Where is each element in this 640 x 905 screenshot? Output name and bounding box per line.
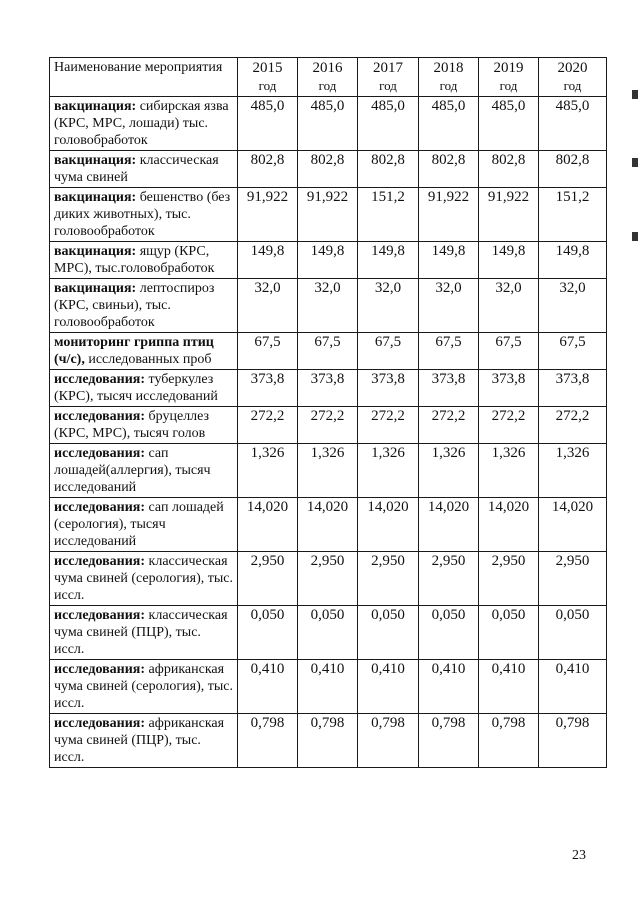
measures-table	[49, 57, 607, 768]
value-cell: 14,020	[238, 498, 298, 552]
measure-description: бешенство (без диких животных), тыс. головообработок	[54, 190, 231, 239]
measure-description: исследованных проб	[84, 352, 212, 367]
measure-description: сап лошадей(аллергия), тысяч исследований	[54, 446, 211, 495]
value-cell: 151,2	[358, 188, 419, 242]
measure-description: сибирская язва (КРС, МРС, лошади) тыс. головобработок	[54, 99, 229, 148]
value-cell: 0,050	[419, 606, 479, 660]
value-cell: 1,326	[298, 444, 358, 498]
value-cell: 2,950	[358, 552, 419, 606]
value-cell: 802,8	[479, 151, 539, 188]
value-cell: 373,8	[298, 370, 358, 407]
value-cell: 149,8	[419, 242, 479, 279]
page-number: 23	[572, 848, 586, 863]
value-cell: 373,8	[479, 370, 539, 407]
measure-keyword: исследования:	[54, 372, 146, 387]
measure-description: ящур (КРС, МРС), тыс.головобработок	[54, 244, 215, 276]
value-cell: 1,326	[419, 444, 479, 498]
measure-keyword: исследования:	[54, 662, 146, 677]
value-cell: 2,950	[238, 552, 298, 606]
table-row	[50, 279, 607, 333]
value-cell: 802,8	[238, 151, 298, 188]
header-year-value: 2018	[433, 60, 464, 76]
value-cell: 1,326	[358, 444, 419, 498]
measure-keyword: вакцинация:	[54, 153, 137, 168]
measure-name-cell	[50, 97, 238, 151]
value-cell: 0,798	[238, 714, 298, 768]
measure-name-cell	[50, 370, 238, 407]
header-year-value: 2017	[373, 60, 403, 76]
header-year-unit: год	[439, 78, 458, 93]
value-cell: 2,950	[479, 552, 539, 606]
value-cell: 14,020	[358, 498, 419, 552]
value-cell: 149,8	[479, 242, 539, 279]
value-cell: 0,798	[358, 714, 419, 768]
header-year-2017	[358, 58, 419, 97]
value-cell: 149,8	[539, 242, 607, 279]
header-year-unit: год	[563, 78, 582, 93]
value-cell: 32,0	[419, 279, 479, 333]
measure-keyword: вакцинация:	[54, 244, 137, 259]
value-cell: 802,8	[539, 151, 607, 188]
value-cell: 272,2	[539, 407, 607, 444]
table-row	[50, 97, 607, 151]
measure-name-cell	[50, 407, 238, 444]
measure-description: бруцеллез (КРС, МРС), тысяч голов	[54, 409, 210, 441]
value-cell: 272,2	[238, 407, 298, 444]
value-cell: 0,050	[479, 606, 539, 660]
measure-name-cell	[50, 333, 238, 370]
measure-name-cell	[50, 498, 238, 552]
value-cell: 373,8	[419, 370, 479, 407]
value-cell: 485,0	[419, 97, 479, 151]
value-cell: 802,8	[419, 151, 479, 188]
value-cell: 149,8	[298, 242, 358, 279]
measure-keyword: исследования:	[54, 500, 146, 515]
table-row	[50, 714, 607, 768]
table-body	[50, 97, 607, 768]
measure-keyword: исследования:	[54, 608, 146, 623]
measure-name-cell	[50, 242, 238, 279]
value-cell: 485,0	[358, 97, 419, 151]
measure-name-cell	[50, 714, 238, 768]
table-row	[50, 242, 607, 279]
value-cell: 32,0	[539, 279, 607, 333]
measure-name-cell	[50, 444, 238, 498]
value-cell: 91,922	[298, 188, 358, 242]
table-row	[50, 444, 607, 498]
value-cell: 0,410	[298, 660, 358, 714]
value-cell: 272,2	[298, 407, 358, 444]
value-cell: 1,326	[539, 444, 607, 498]
value-cell: 373,8	[539, 370, 607, 407]
measure-description: сап лошадей (серология), тысяч исследований	[54, 500, 224, 549]
measure-description: африканская чума свиней (ПЦР), тыс. иссл.	[54, 716, 225, 765]
header-year-unit: год	[379, 78, 397, 93]
measure-keyword: мониторинг гриппа птиц (ч/с),	[54, 335, 214, 367]
value-cell: 67,5	[238, 333, 298, 370]
value-cell: 0,798	[298, 714, 358, 768]
header-year-unit: год	[318, 78, 337, 93]
value-cell: 0,410	[419, 660, 479, 714]
measure-description: африканская чума свиней (серология), тыс. иссл.	[54, 662, 233, 711]
value-cell: 0,410	[539, 660, 607, 714]
header-year-unit: год	[499, 78, 518, 93]
value-cell: 14,020	[479, 498, 539, 552]
measure-keyword: вакцинация:	[54, 281, 137, 296]
value-cell: 32,0	[238, 279, 298, 333]
value-cell: 67,5	[358, 333, 419, 370]
measure-name-cell	[50, 151, 238, 188]
value-cell: 151,2	[539, 188, 607, 242]
measure-name-cell	[50, 188, 238, 242]
value-cell: 91,922	[479, 188, 539, 242]
value-cell: 0,050	[539, 606, 607, 660]
value-cell: 0,410	[479, 660, 539, 714]
measure-keyword: исследования:	[54, 446, 146, 461]
value-cell: 32,0	[358, 279, 419, 333]
value-cell: 14,020	[539, 498, 607, 552]
value-cell: 32,0	[298, 279, 358, 333]
value-cell: 2,950	[539, 552, 607, 606]
table-row	[50, 370, 607, 407]
header-year-2016	[298, 58, 358, 97]
value-cell: 0,050	[298, 606, 358, 660]
measure-keyword: исследования:	[54, 554, 146, 569]
measure-keyword: исследования:	[54, 716, 146, 731]
value-cell: 802,8	[358, 151, 419, 188]
measure-description: классическая чума свиней (серология), тыс. иссл.	[54, 554, 233, 603]
measure-description: классическая чума свиней	[54, 153, 219, 185]
value-cell: 0,798	[419, 714, 479, 768]
value-cell: 272,2	[419, 407, 479, 444]
header-year-2019	[479, 58, 539, 97]
value-cell: 1,326	[238, 444, 298, 498]
value-cell: 67,5	[419, 333, 479, 370]
value-cell: 272,2	[479, 407, 539, 444]
header-year-2018	[419, 58, 479, 97]
value-cell: 373,8	[358, 370, 419, 407]
header-year-value: 2019	[493, 60, 524, 76]
measure-description: лептоспироз (КРС, свиньи), тыс. головообработок	[54, 281, 215, 330]
value-cell: 272,2	[358, 407, 419, 444]
value-cell: 0,410	[358, 660, 419, 714]
value-cell: 14,020	[419, 498, 479, 552]
value-cell: 0,410	[238, 660, 298, 714]
header-year-2020	[539, 58, 607, 97]
measure-keyword: исследования:	[54, 409, 146, 424]
value-cell: 2,950	[298, 552, 358, 606]
table-row	[50, 660, 607, 714]
measure-name-cell	[50, 660, 238, 714]
value-cell: 32,0	[479, 279, 539, 333]
value-cell: 373,8	[238, 370, 298, 407]
value-cell: 91,922	[238, 188, 298, 242]
header-year-unit: год	[258, 78, 277, 93]
table-row	[50, 498, 607, 552]
value-cell: 2,950	[419, 552, 479, 606]
value-cell: 0,798	[539, 714, 607, 768]
table-row	[50, 151, 607, 188]
measure-name-cell	[50, 552, 238, 606]
header-year-value: 2015	[252, 60, 283, 76]
value-cell: 67,5	[539, 333, 607, 370]
value-cell: 149,8	[238, 242, 298, 279]
value-cell: 67,5	[298, 333, 358, 370]
table-row	[50, 188, 607, 242]
value-cell: 485,0	[238, 97, 298, 151]
value-cell: 802,8	[298, 151, 358, 188]
header-year-value: 2016	[312, 60, 343, 76]
value-cell: 1,326	[479, 444, 539, 498]
header-year-2015	[238, 58, 298, 97]
value-cell: 149,8	[358, 242, 419, 279]
table-header-row	[50, 58, 607, 97]
header-year-value: 2020	[557, 60, 588, 76]
value-cell: 485,0	[298, 97, 358, 151]
value-cell: 91,922	[419, 188, 479, 242]
table-row	[50, 606, 607, 660]
value-cell: 0,050	[238, 606, 298, 660]
value-cell: 67,5	[479, 333, 539, 370]
table-row	[50, 407, 607, 444]
value-cell: 14,020	[298, 498, 358, 552]
measure-name-cell	[50, 606, 238, 660]
value-cell: 0,798	[479, 714, 539, 768]
table-row	[50, 333, 607, 370]
scan-edge-marks	[626, 62, 640, 242]
value-cell: 485,0	[539, 97, 607, 151]
measure-keyword: вакцинация:	[54, 99, 137, 114]
measure-description: туберкулез (КРС), тысяч исследований	[54, 372, 218, 404]
value-cell: 485,0	[479, 97, 539, 151]
measure-keyword: вакцинация:	[54, 190, 137, 205]
header-name: Наименование мероприятия	[50, 58, 238, 97]
value-cell: 0,050	[358, 606, 419, 660]
measure-name-cell	[50, 279, 238, 333]
table-row	[50, 552, 607, 606]
measure-description: классическая чума свиней (ПЦР), тыс. иссл.	[54, 608, 228, 657]
